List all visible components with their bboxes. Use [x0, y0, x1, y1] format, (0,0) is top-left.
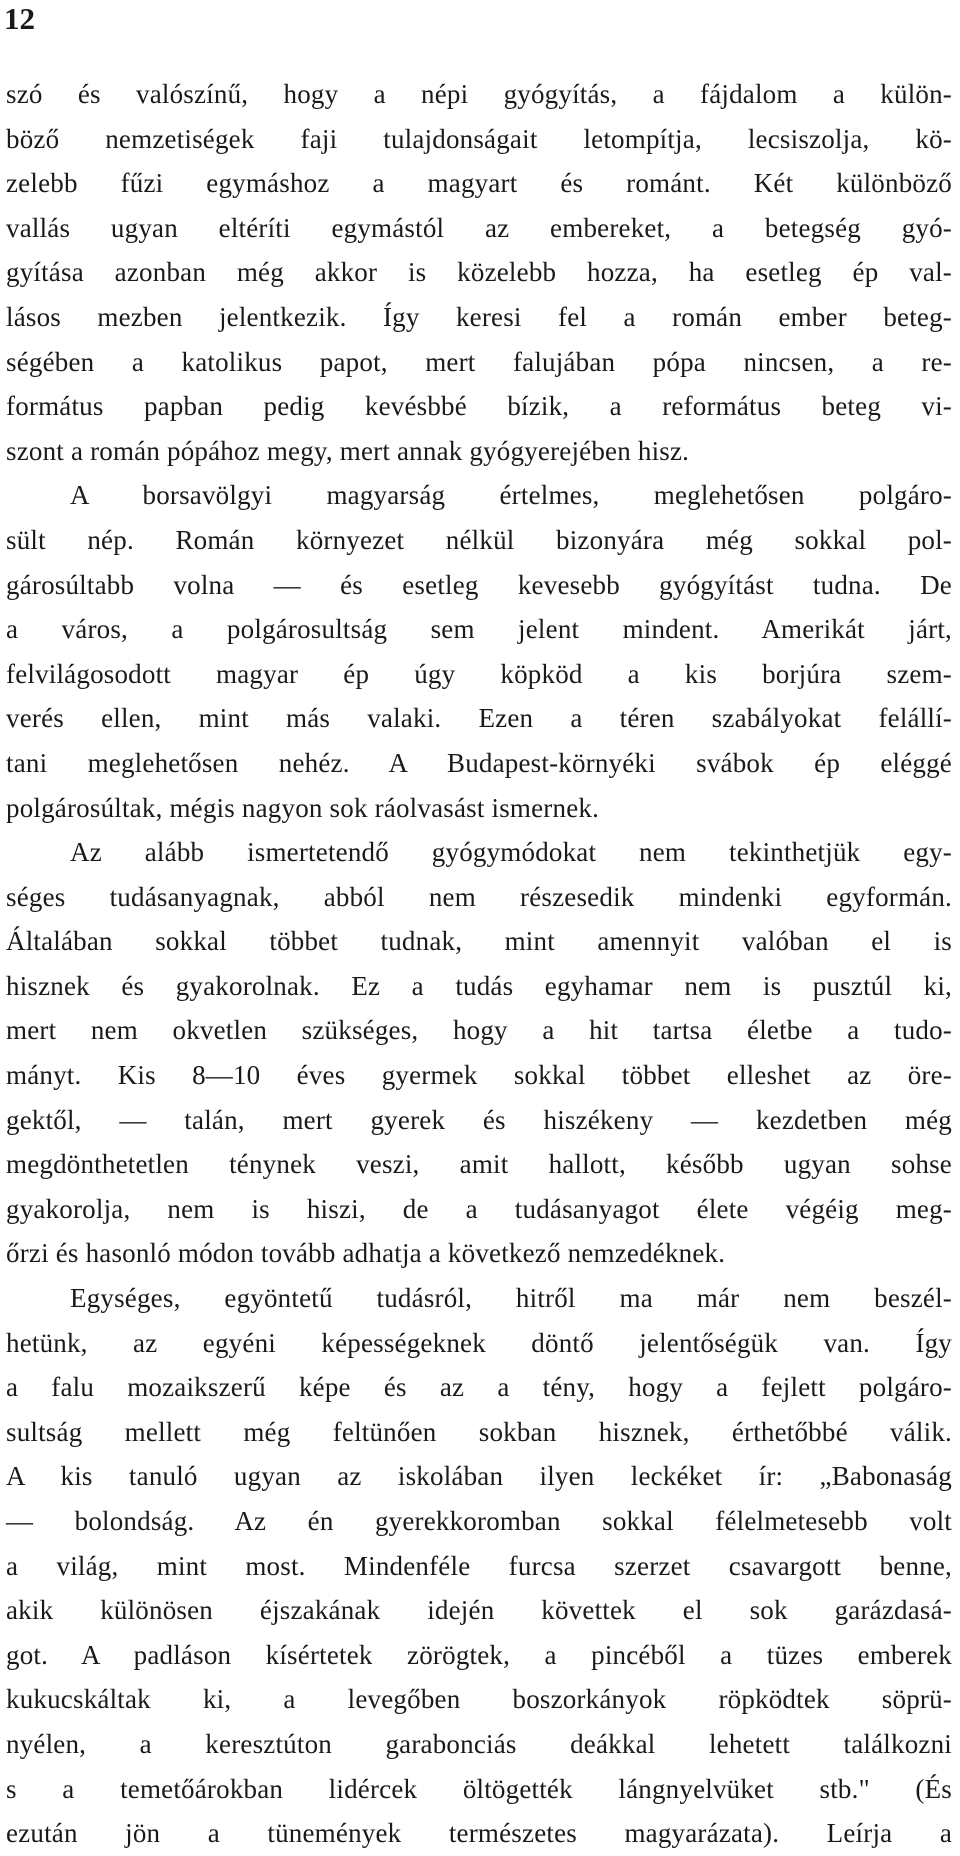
text-line: a város, a polgárosultság sem jelent mindent. Amerikát járt,	[6, 614, 952, 645]
text-line: ségében a katolikus papot, mert falujában pópa nincsen, a re-	[6, 346, 952, 377]
text-line: séges tudásanyagnak, abból nem részesedik mindenki egyformán.	[6, 881, 952, 912]
text-line: nyélen, a keresztúton garabonciás deákkal lehetett találkozni	[6, 1728, 952, 1759]
text-line: Az alább ismertetendő gyógymódokat nem tekinthetjük egy-	[70, 837, 952, 868]
text-line: Egységes, egyöntetű tudásról, hitről ma már nem beszél-	[70, 1283, 952, 1314]
text-line: vallás ugyan eltéríti egymástól az embereket, a betegség gyó-	[6, 212, 952, 243]
text-line: őrzi és hasonló módon tovább adhatja a következő nemzedéknek.	[6, 1238, 726, 1269]
text-line: sultság mellett még feltünően sokban hisznek, érthetőbbé válik.	[6, 1416, 952, 1447]
text-line: böző nemzetiségek faji tulajdonságait letompítja, lecsiszolja, kö-	[6, 123, 952, 154]
text-line: hetünk, az egyéni képességeknek döntő jelentőségük van. Így	[6, 1327, 952, 1358]
text-line: zelebb fűzi egymáshoz a magyart és románt. Két különböző	[6, 168, 952, 199]
text-line: akik különösen éjszakának idején követtek el sok garázdasá-	[6, 1595, 952, 1626]
text-line: formátus papban pedig kevésbbé bízik, a református beteg vi-	[6, 391, 952, 422]
text-line: lásos mezben jelentkezik. Így keresi fel a román ember beteg-	[6, 301, 952, 332]
text-line: kukucskáltak ki, a levegőben boszorkányok röpködtek söprü-	[6, 1684, 952, 1715]
body-text	[6, 72, 952, 1856]
text-line: szont a román pópához megy, mert annak gyógyerejében hisz.	[6, 435, 690, 466]
text-line: mert nem okvetlen szükséges, hogy a hit tartsa életbe a tudo-	[6, 1015, 952, 1046]
text-line: tani meglehetősen nehéz. A Budapest-környéki svábok ép eléggé	[6, 747, 952, 778]
text-line: polgárosúltak, mégis nagyon sok ráolvasást ismernek.	[6, 792, 600, 823]
text-line: sült nép. Román környezet nélkül bizonyára még sokkal pol-	[6, 524, 952, 555]
text-line: Általában sokkal többet tudnak, mint amennyit valóban el is	[6, 926, 952, 957]
text-line: mányt. Kis 8—10 éves gyermek sokkal többet elleshet az öre-	[6, 1060, 952, 1091]
text-line: ezután jön a tünemények természetes magyarázata). Leírja a	[6, 1818, 952, 1849]
text-line: szó és valószínű, hogy a népi gyógyítás, a fájdalom a külön-	[6, 79, 952, 109]
text-line: gyakorolja, nem is hiszi, de a tudásanyagot élete végéig meg-	[6, 1193, 952, 1224]
text-line: A borsavölgyi magyarság értelmes, meglehetősen polgáro-	[70, 480, 952, 511]
text-line: gektől, — talán, mert gyerek és hiszékeny — kezdetben még	[6, 1104, 952, 1135]
text-line: verés ellen, mint más valaki. Ezen a téren szabályokat felállí-	[6, 703, 952, 734]
text-line: gárosúltabb volna — és esetleg kevesebb gyógyítást tudna. De	[6, 569, 952, 600]
text-line: — bolondság. Az én gyerekkoromban sokkal félelmetesebb volt	[6, 1506, 952, 1536]
text-line: megdönthetetlen ténynek veszi, amit hallott, később ugyan sohse	[6, 1149, 952, 1180]
text-line: a falu mozaikszerű képe és az a tény, hogy a fejlett polgáro-	[6, 1372, 952, 1403]
text-line: s a temetőárokban lidércek öltögették lángnyelvüket stb." (És	[6, 1773, 952, 1804]
page-number: 12	[4, 1, 35, 36]
text-line: got. A padláson kísértetek zörögtek, a pincéből a tüzes emberek	[6, 1639, 952, 1670]
text-line: gyítása azonban még akkor is közelebb hozza, ha esetleg ép val-	[6, 257, 952, 288]
text-line: A kis tanuló ugyan az iskolában ilyen leckéket ír: „Babonaság	[6, 1461, 952, 1492]
text-line: a világ, mint most. Mindenféle furcsa szerzet csavargott benne,	[6, 1550, 952, 1581]
text-line: felvilágosodott magyar ép úgy köpköd a kis borjúra szem-	[6, 658, 952, 689]
text-line: hisznek és gyakorolnak. Ez a tudás egyhamar nem is pusztúl ki,	[6, 970, 952, 1001]
